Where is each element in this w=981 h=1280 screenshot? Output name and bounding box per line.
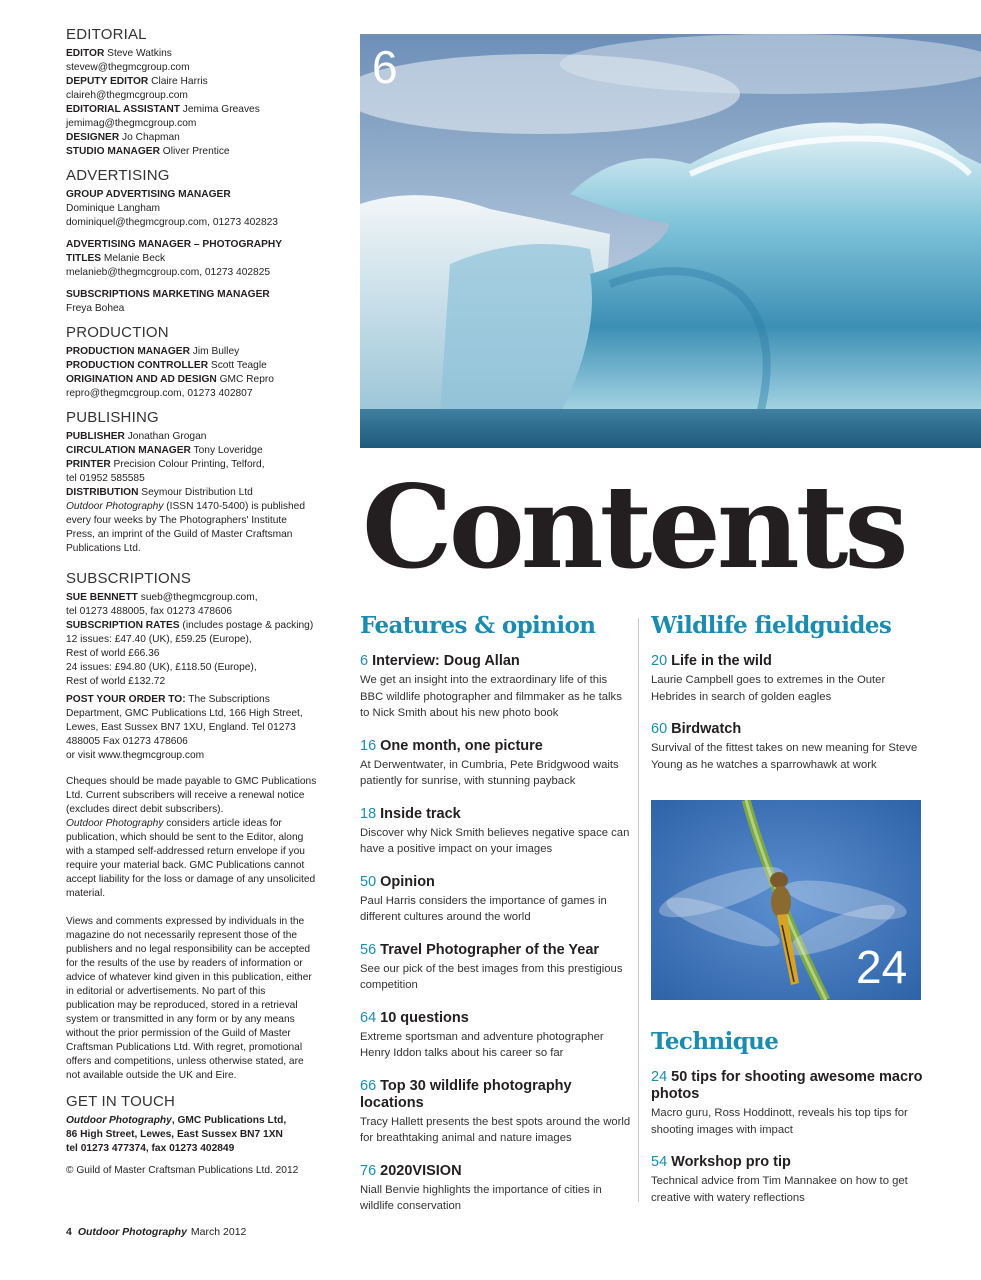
subscriptions-line: Rest of world £132.72 — [66, 676, 166, 687]
post-order-line: Lewes, East Sussex BN7 1XU, England. Tel 01273 — [66, 722, 296, 733]
legal-line: for the results of the use by readers of information or — [66, 958, 303, 969]
features-heading: Features & opinion — [360, 612, 596, 639]
editorial-line: jemimag@thegmcgroup.com — [66, 118, 197, 129]
iceberg-illustration — [360, 34, 981, 448]
contents-item[interactable]: 24 50 tips for shooting awesome macro photos Macro guru, Ross Hoddinott, reveals his top tips for shooting images with impact — [651, 1069, 923, 1136]
page-title: Contents — [362, 460, 905, 594]
editorial-line: STUDIO MANAGER Oliver Prentice — [66, 146, 230, 157]
publishing-line: Press, an imprint of the Guild of Master Craftsman — [66, 529, 293, 540]
subscriptions-heading: SUBSCRIPTIONS — [66, 570, 192, 587]
column-divider — [638, 618, 639, 1202]
advertising-line: ADVERTISING MANAGER – PHOTOGRAPHY — [66, 239, 283, 250]
legal-line: Craftsman Publications Ltd. With regret, promotional — [66, 1042, 303, 1053]
legal-line: with a stamped self-addressed return envelope if you — [66, 846, 305, 857]
publishing-line: Publications Ltd. — [66, 543, 141, 554]
legal-line: publishers and no legal responsibility can be accepted — [66, 944, 311, 955]
subscriptions-list — [66, 591, 336, 763]
editorial-list — [66, 47, 336, 159]
editorial-line: EDITOR Steve Watkins — [66, 48, 172, 59]
publishing-line: Outdoor Photography (ISSN 1470-5400) is published — [66, 501, 305, 512]
subscriptions-line: 12 issues: £47.40 (UK), £59.25 (Europe), — [66, 634, 252, 645]
technique-column — [651, 1028, 923, 1222]
subscriptions-line: 24 issues: £94.80 (UK), £118.50 (Europe), — [66, 662, 257, 673]
editorial-line: stevew@thegmcgroup.com — [66, 62, 190, 73]
legal-line: advice of whatever kind given in this publication, either — [66, 972, 312, 983]
contents-item[interactable]: 18 Inside track Discover why Nick Smith believes negative space can have a positive impact on your images — [360, 805, 630, 855]
production-line: ORIGINATION AND AD DESIGN GMC Repro — [66, 374, 274, 385]
production-heading: PRODUCTION — [66, 324, 169, 341]
post-order-line: Department, GMC Publications Ltd, 166 High Street, — [66, 708, 303, 719]
wildlife-heading: Wildlife fieldguides — [651, 612, 892, 639]
post-order-line: POST YOUR ORDER TO: The Subscriptions — [66, 694, 270, 705]
legal-views — [66, 915, 336, 1083]
iceberg-photo[interactable] — [360, 34, 981, 448]
legal-line: publication may be reproduced, stored in a retrieval — [66, 1000, 298, 1011]
legal-line: Views and comments expressed by individuals in the — [66, 916, 305, 927]
footer-magazine: Outdoor Photography — [77, 1226, 187, 1238]
hero-page-number: 6 — [372, 41, 398, 93]
legal-line: offers and competitions, unless otherwise stated, are — [66, 1056, 304, 1067]
wildlife-column — [651, 612, 923, 789]
post-order-line: or visit www.thegmcgroup.com — [66, 750, 205, 761]
publishing-line: CIRCULATION MANAGER Tony Loveridge — [66, 445, 263, 456]
publishing-line: tel 01952 585585 — [66, 473, 145, 484]
advertising-line: TITLES Melanie Beck — [66, 253, 166, 264]
legal-line: Cheques should be made payable to GMC Publications — [66, 776, 317, 787]
contents-item[interactable]: 66 Top 30 wildlife photography locations Tracy Hallett presents the best spots around the world for breathtaking animal and nature images — [360, 1077, 631, 1144]
legal-line: Ltd. Current subscribers will receive a renewal notice — [66, 790, 305, 801]
subscriptions-line: tel 01273 488005, fax 01273 478606 — [66, 606, 232, 617]
production-line: repro@thegmcgroup.com, 01273 402807 — [66, 388, 253, 399]
publishing-line: DISTRIBUTION Seymour Distribution Ltd — [66, 487, 253, 498]
contents-item[interactable]: 6 Interview: Doug Allan We get an insight into the extraordinary life of this BBC wildlife photographer and filmmaker as he talks to Nick Smith about his new photo book — [360, 653, 622, 719]
subscriptions-line: SUE BENNETT sueb@thegmcgroup.com, — [66, 592, 258, 603]
contents-item[interactable]: 76 2020VISION Niall Benvie highlights the importance of cities in wildlife conservation — [360, 1162, 602, 1212]
legal-line: Outdoor Photography considers article ideas for — [66, 818, 282, 829]
advertising-line: GROUP ADVERTISING MANAGER — [66, 189, 231, 200]
post-order-line: 488005 Fax 01273 478606 — [66, 736, 188, 747]
contents-item[interactable]: 16 One month, one picture At Derwentwater, in Cumbria, Pete Bridgwood waits patiently for sunrise, with stunning payback — [360, 737, 619, 787]
get-in-touch — [66, 1114, 336, 1178]
contents-item[interactable]: 60 Birdwatch Survival of the fittest takes on new meaning for Steve Young as he watches a sparrowhawk at work — [651, 721, 918, 771]
contents-item[interactable]: 64 10 questions Extreme sportsman and adventure photographer Henry Iddon talks about his career so far — [360, 1009, 604, 1059]
legal-line: require your material back. GMC Publications cannot — [66, 860, 305, 871]
advertising-line: Dominique Langham — [66, 203, 161, 214]
publishing-line: every four weeks by The Photographers' Institute — [66, 515, 287, 526]
page-footer — [66, 1226, 246, 1238]
production-line: PRODUCTION MANAGER Jim Bulley — [66, 346, 240, 357]
advertising-line: SUBSCRIPTIONS MARKETING MANAGER — [66, 289, 270, 300]
editorial-heading: EDITORIAL — [66, 26, 147, 43]
publishing-line: PRINTER Precision Colour Printing, Telford, — [66, 459, 265, 470]
masthead-column — [66, 26, 336, 1178]
contents-item[interactable]: 56 Travel Photographer of the Year See our pick of the best images from this prestigious competition — [360, 941, 623, 991]
advertising-list — [66, 188, 336, 316]
advertising-heading: ADVERTISING — [66, 167, 170, 184]
technique-heading: Technique — [651, 1028, 779, 1055]
editorial-line: EDITORIAL ASSISTANT Jemima Greaves — [66, 104, 260, 115]
legal-line: accept liability for the loss or damage of any unsolicited — [66, 874, 316, 885]
advertising-line: dominiquel@thegmcgroup.com, 01273 402823 — [66, 217, 278, 228]
editorial-line: DEPUTY EDITOR Claire Harris — [66, 76, 208, 87]
production-list — [66, 345, 336, 401]
subscriptions-line: Rest of world £66.36 — [66, 648, 160, 659]
editorial-line: DESIGNER Jo Chapman — [66, 132, 180, 143]
publishing-list — [66, 430, 336, 556]
contents-item[interactable]: 54 Workshop pro tip Technical advice from Tim Mannakee on how to get creative with watery reflections — [651, 1154, 908, 1204]
footer-page-number: 4 — [66, 1226, 72, 1238]
contact-line: tel 01273 477374, fax 01273 402849 — [66, 1143, 235, 1154]
contact-line: 86 High Street, Lewes, East Sussex BN7 1XN — [66, 1129, 283, 1140]
dragonfly-page-number: 24 — [856, 941, 908, 993]
copyright: © Guild of Master Craftsman Publications Ltd. 2012 — [66, 1165, 299, 1176]
publishing-line: PUBLISHER Jonathan Grogan — [66, 431, 207, 442]
contact-line: Outdoor Photography, GMC Publications Ltd, — [66, 1115, 287, 1126]
legal-line: system or transmitted in any form or by any means — [66, 1014, 295, 1025]
legal-line: publication, which should be sent to the Editor, along — [66, 832, 304, 843]
legal-line: not available outside the UK and Eire. — [66, 1070, 237, 1081]
legal-line: in editorial or advertisements. No part of this — [66, 986, 266, 997]
legal-cheques — [66, 775, 336, 901]
legal-line: magazine do not necessarily represent those of the — [66, 930, 298, 941]
legal-line: (excludes direct debit subscribers). — [66, 804, 224, 815]
contents-item[interactable]: 20 Life in the wild Laurie Campbell goes to extremes in the Outer Hebrides in search of golden eagles — [651, 653, 886, 703]
legal-line: material. — [66, 888, 106, 899]
advertising-line: melanieb@thegmcgroup.com, 01273 402825 — [66, 267, 271, 278]
editorial-line: claireh@thegmcgroup.com — [66, 90, 188, 101]
contents-item[interactable]: 50 Opinion Paul Harris considers the importance of games in different cultures around the world — [360, 873, 607, 923]
production-line: PRODUCTION CONTROLLER Scott Teagle — [66, 360, 267, 371]
legal-line: without the prior permission of the Guild of Master — [66, 1028, 291, 1039]
features-column — [360, 612, 632, 1231]
advertising-line: Freya Bohea — [66, 303, 125, 314]
footer-date: March 2012 — [190, 1226, 247, 1238]
subscriptions-line: SUBSCRIPTION RATES (includes postage & packing) — [66, 620, 314, 631]
get-in-touch-heading: GET IN TOUCH — [66, 1093, 176, 1110]
publishing-heading: PUBLISHING — [66, 409, 159, 426]
